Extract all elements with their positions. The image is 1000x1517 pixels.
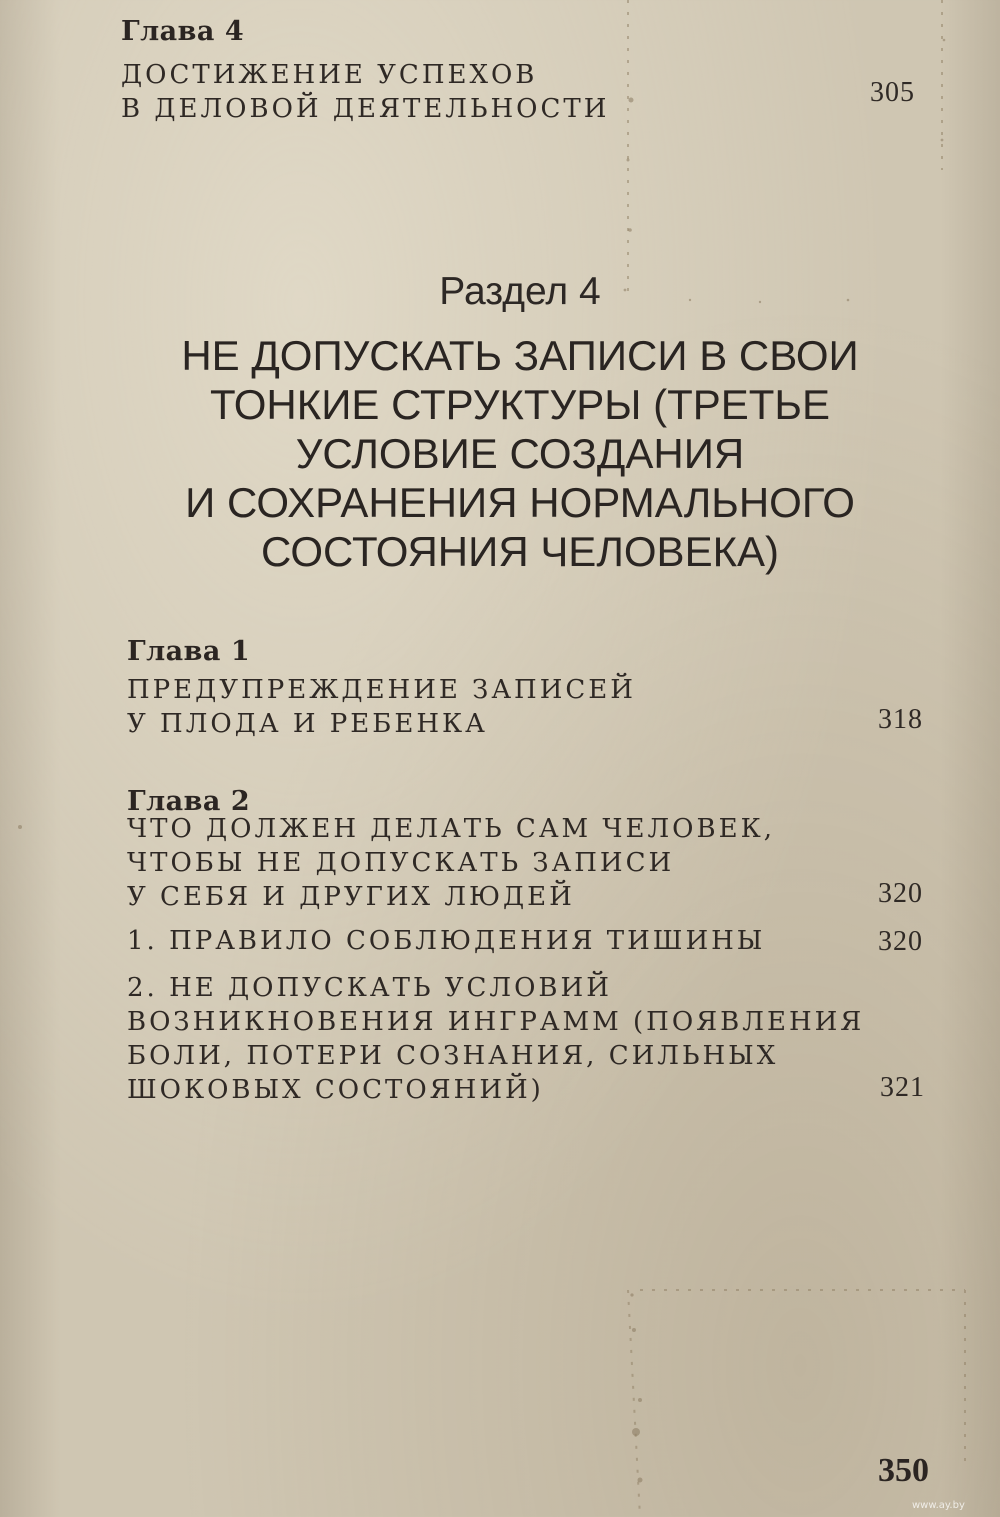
- chapter-4-label: Глава 4: [121, 16, 245, 47]
- section-label: Раздел 4: [439, 270, 601, 313]
- section-title-line: ТОНКИЕ СТРУКТУРЫ (ТРЕТЬЕ: [209, 381, 831, 428]
- chapter-1-title-line: У ПЛОДА И РЕБЕНКА: [127, 709, 488, 739]
- chapter-2-title-line: ЧТОБЫ НЕ ДОПУСКАТЬ ЗАПИСИ: [127, 848, 675, 878]
- chapter-4-title: [121, 58, 609, 126]
- folio-page-number: 350: [878, 1452, 929, 1489]
- chapter-2-item-1-line: 1. ПРАВИЛО СОБЛЮДЕНИЯ ТИШИНЫ: [127, 926, 766, 956]
- chapter-2-item-2-page-number: 321: [880, 1072, 925, 1103]
- section-title-line: СОСТОЯНИЯ ЧЕЛОВЕКА): [260, 528, 780, 575]
- chapter-1-label: Глава 1: [127, 636, 251, 667]
- chapter-2-label: Глава 2: [127, 786, 251, 817]
- chapter-2-item-2-line: БОЛИ, ПОТЕРИ СОЗНАНИЯ, СИЛЬНЫХ: [127, 1041, 779, 1071]
- chapter-1-page-number: 318: [878, 704, 923, 735]
- chapter-2-item-2-line: ШОКОВЫХ СОСТОЯНИЙ): [127, 1075, 544, 1105]
- chapter-4-title-line: ДОСТИЖЕНИЕ УСПЕХОВ: [121, 60, 538, 90]
- chapter-4-page-number: 305: [870, 77, 915, 108]
- chapter-2-page-number: 320: [878, 878, 923, 909]
- chapter-2-item-2-line: 2. НЕ ДОПУСКАТЬ УСЛОВИЙ: [127, 973, 612, 1003]
- chapter-2-title-line: У СЕБЯ И ДРУГИХ ЛЮДЕЙ: [127, 882, 575, 912]
- chapter-2-title: [127, 812, 775, 914]
- chapter-1-title: [127, 673, 636, 741]
- section-title-line: НЕ ДОПУСКАТЬ ЗАПИСИ В СВОИ: [181, 332, 859, 379]
- chapter-2-item-1: [127, 924, 765, 958]
- watermark: www.ay.by: [912, 1500, 965, 1511]
- chapter-4-title-line: В ДЕЛОВОЙ ДЕЯТЕЛЬНОСТИ: [121, 94, 610, 124]
- chapter-2-item-1-page-number: 320: [878, 926, 923, 957]
- chapter-2-item-2-line: ВОЗНИКНОВЕНИЯ ИНГРАММ (ПОЯВЛЕНИЯ: [127, 1007, 865, 1037]
- section-title: [170, 331, 870, 576]
- chapter-1-title-line: ПРЕДУПРЕЖДЕНИЕ ЗАПИСЕЙ: [127, 675, 636, 705]
- chapter-2-item-2: [127, 971, 864, 1107]
- section-title-line: УСЛОВИЕ СОЗДАНИЯ: [295, 430, 745, 477]
- section-title-line: И СОХРАНЕНИЯ НОРМАЛЬНОГО: [185, 479, 855, 526]
- chapter-2-title-line: ЧТО ДОЛЖЕН ДЕЛАТЬ САМ ЧЕЛОВЕК,: [127, 814, 775, 844]
